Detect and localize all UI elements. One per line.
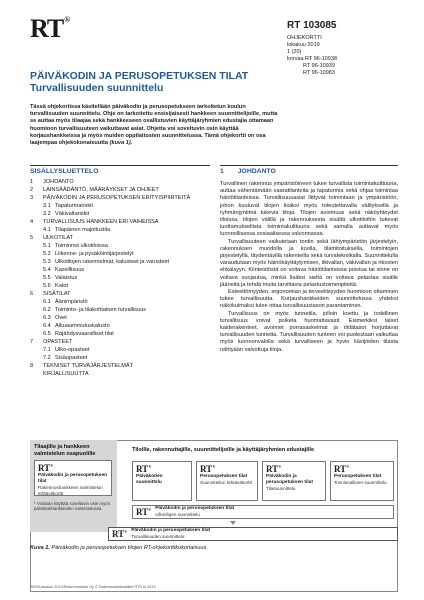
toc-item [30, 202, 210, 210]
figure-card-preparation [34, 460, 112, 496]
toc-item [30, 234, 210, 242]
figure-card-functional-planning [330, 461, 394, 501]
figure-card-daycare [132, 461, 192, 501]
intro-text: Tässä ohjekortissa käsitellään päiväkodin ja perusopetukseen tarkoitetun koulun turvallisuuden suunnittelu. Ohje on tarkoitettu ensisijaisesti hankkeen suunnittelijoille, mutta se auttaa myös tilaajaa sekä hankkeeseen osallistuvien käyttäjäryhmien edustajia ottamaan huomioon turvallisuuteen vaikuttavat asiat. Ohjetta voi soveltuvin osin käyttää korjaushankkeissa ja myös muiden oppilaitosten suunnittelussa. Tämä ohjekortti on osa laajempaa ohjekokonaisuutta (kuva 1). [30, 104, 278, 147]
toc-item [30, 314, 210, 322]
toc-item-number: 7.2 [43, 355, 51, 361]
section1-paragraph: Turvallisuus on myös tunnetila, jolloin koettu ja todellinen turvallisuus voivat poiketa huomattavasti. Esimerkiksi laiset kaiderakenteet, avoimet porrasaskelmat ja ritilätasot horjuttavat turvallisuuden tunnetta. Turvallisuuden tunteen voi puolestaan vaikuttaa myös luonnonvalolla sekä turvalliseen ja hyvin kävijöiden tilasta nähtyään valvottuja tiloja. [220, 310, 398, 353]
toc-item-label: Toiminnot ulkotiloissa [55, 243, 108, 249]
toc-item-label: Ovet [55, 315, 67, 321]
page-footer: SKR/Lokakuu 2019/Rakennustieto Oy © Rakennustietosäätiö RTS sr 2019 [30, 585, 156, 589]
rt-mark-icon: RT® [136, 464, 152, 474]
toc-item-number: 4 [30, 219, 34, 225]
toc-item [30, 218, 210, 226]
toc-item [30, 354, 210, 362]
toc-item [30, 362, 210, 370]
toc-item-label: OPASTEET [43, 339, 73, 345]
toc-item-number: 5.2 [43, 251, 51, 257]
toc-item [30, 242, 210, 250]
figure-card-outdoor [132, 505, 394, 519]
figure-card-safety [108, 527, 398, 541]
card-title: Perusopetuksen tilat [334, 474, 382, 479]
card-metadata [287, 20, 337, 77]
toc-item [30, 322, 210, 330]
rt-mark-icon: RT® [136, 506, 152, 517]
toc-item-number: 6.1 [43, 299, 51, 305]
toc-item-number: 6.3 [43, 315, 51, 321]
toc-item-number: 4.1 [43, 227, 51, 233]
replaces-3: RT 96-10983 [303, 70, 335, 76]
toc-item-number: 3.1 [43, 203, 51, 209]
figure-card-space-planning [262, 461, 326, 501]
table-of-contents [30, 178, 210, 378]
replaces-2: RT 96-10939 [303, 63, 335, 69]
toc-item [30, 282, 210, 290]
card-title: Päiväkodin ja perusopetuksen tilat [155, 506, 235, 512]
toc-item-number: 1 [30, 179, 34, 185]
rt-logo: RT® [30, 14, 70, 43]
intro-figure-ref: (kuva 1). [109, 140, 133, 147]
toc-item-number: 5.6 [43, 283, 51, 289]
card-subtitle: Turvallisuuden suunnittelu [131, 534, 185, 540]
rt-mark-icon: RT® [112, 528, 128, 539]
toc-item [30, 370, 210, 378]
toc-item-number: 3 [30, 195, 34, 201]
toc-item [30, 346, 210, 354]
toc-item [30, 186, 210, 194]
section1-paragraph: Turvallisuuteen vaikutetaan tontin sekä lähiympäristön järjestelyin, rakennuksen muodolla ja koolla, tilamitoituksella, toimintojen järjestelyllä, täydentävillä rakenteilla sekä turvatekniikalla. Suunnittelulla varaudutaan myös häiriökäyttäytymisen, ilkivallan, väkivallan ja rikosten ehkäisyyn. Kiinteistöstä on voitava häiriötilanteissa poistua tai sinne on voitava suojautua, minkä lisäksi sieltä on voitava pelastaa sisälle jääneitä ja tehdä muita tarvittavia pelastustoimenpiteitä. [220, 238, 398, 288]
toc-item-label: Liikenne- ja pysäköintijärjestelyt [55, 251, 134, 257]
toc-rule [30, 165, 210, 166]
toc-item [30, 266, 210, 274]
toc-item [30, 330, 210, 338]
toc-item-label: Äänimpäristö [55, 299, 88, 305]
toc-item [30, 226, 210, 234]
rt-mark-icon: RT® [200, 464, 216, 474]
toc-item-number: 5.4 [43, 267, 51, 273]
toc-item-label: SISÄTILAT [43, 291, 71, 297]
card-subtitle: Suunnittelun tehtäväkortti [200, 480, 252, 485]
toc-item [30, 178, 210, 186]
doc-type: OHJEKORTTI [287, 35, 322, 41]
card-code: RT 103085 [287, 20, 337, 31]
toc-item-number: 6.4 [43, 323, 51, 329]
figure-note: * Voidaan käyttää soveltuvin osin myös päiväkotihankkeiden valmistelussa. [34, 501, 110, 512]
toc-item-label: Katot [55, 283, 69, 289]
toc-item-number: 7.1 [43, 347, 51, 353]
rt-mark-icon: RT® [266, 464, 282, 474]
toc-item [30, 298, 210, 306]
toc-item [30, 210, 210, 218]
page-subtitle: Turvallisuuden suunnittelu [30, 82, 164, 94]
toc-item-number: 5.5 [43, 275, 51, 281]
section1-paragraph: Turvallinen rakennus ympäristöineen tukee turvallista toimintakulttuuria, auttaa vähentämään vaaratilanteita ja tapaturmia sekä ohjaa toimintaa häiriötilanteissa. Turvallisuusasiat liittyvät toimintaan ja ympäristöön, johon kuuluvat tilojen lisäksi myös toteutettavalla välityksellä ja ryhmänjyntimä tukevia tiloja. Tilojen avoimuus sekä näköyhteydet tiloissa, tilojen välillä ja rakennuksesta sisältä ulkotiloihin tukevat luottamuksellista toimintakulttuuria sekä samalla auttavat myös luonnollisessa sosiaalisessa valvonnassa. [220, 181, 398, 238]
card-subtitle: Rakennushankkeen valmistelun tehtäväkortti [38, 485, 103, 496]
toc-item-label: JOHDANTO [43, 179, 74, 185]
toc-item-label: TEKNISET TURVAJÄRJESTELMÄT [43, 363, 134, 369]
toc-item [30, 306, 210, 314]
card-title: Päiväkodin ja perusopetuksen tilat [266, 474, 313, 485]
toc-item-label: TURVALLISUUS HANKKEEN ERI VAIHEISSA [43, 219, 159, 225]
toc-item [30, 250, 210, 258]
toc-item-number: 8 [30, 363, 34, 369]
toc-item-label: ULKOTILAT [43, 235, 74, 241]
toc-item [30, 290, 210, 298]
toc-item-label: KIRJALLISUUTTA [43, 371, 89, 377]
toc-item-label: Räjähdysvaaralliset tilat [55, 331, 114, 337]
card-title: Päiväkotien suunnittelu [136, 474, 163, 485]
toc-item-number: 7 [30, 339, 34, 345]
toc-item-label: Toiminto- ja tilakohtainen turvallisuus [55, 307, 147, 313]
card-subtitle: Ulkotilojen suunnittelu [155, 512, 200, 518]
card-title: Päiväkodin ja perusopetuksen tilat [131, 528, 211, 534]
page-title: PÄIVÄKODIN JA PERUSOPETUKSEN TILAT [30, 70, 249, 82]
toc-heading: SISÄLLYSLUETTELO [30, 168, 99, 175]
toc-item [30, 258, 210, 266]
toc-item-number: 5 [30, 235, 34, 241]
figure-caption: Kuva 1. Päiväkodin ja perusopetuksen tilojen RT-ohjekorttikokonaisuus. [30, 545, 208, 551]
toc-item-label: LAINSÄÄDÄNTÖ, MÄÄRÄYKSET JA OHJEET [43, 187, 159, 193]
toc-item-label: PÄIVÄKODIN JA PERUSOPETUKSEN ERITYISPIIRTEITÄ [43, 195, 191, 201]
rt-mark-icon: RT® [38, 463, 54, 473]
toc-item-label: Kasvillisuus [55, 267, 85, 273]
toc-item-number [30, 370, 43, 378]
toc-item-number: 3.2 [43, 211, 51, 217]
toc-item-label: Alkuaammutuskalusto [55, 323, 110, 329]
toc-item [30, 338, 210, 346]
toc-item-number: 6 [30, 291, 34, 297]
rt-mark-icon: RT® [334, 464, 350, 474]
toc-item-label: Ulkotilojen rakennelmat, kalusteet ja varusteet [55, 259, 170, 265]
card-title: Perusopetuksen tilat [200, 474, 248, 479]
toc-item-label: Valaistus [55, 275, 78, 281]
card-subtitle: Toiminnallinen suunnittelu [334, 480, 387, 485]
toc-item-number: 6.5 [43, 331, 51, 337]
toc-item-label: Väkivaltariskit [55, 211, 90, 217]
figure-card-basic-education [196, 461, 258, 501]
toc-item-number: 5.1 [43, 243, 51, 249]
section1-body [220, 181, 398, 354]
toc-item [30, 194, 210, 202]
card-title: Päiväkodin ja perusopetuksen tilat [38, 473, 108, 484]
doc-date: lokakuu 2019 [287, 42, 320, 48]
arrow-down-icon [230, 521, 236, 525]
doc-edition: 1 (20) [287, 49, 302, 55]
toc-item-label: Ulko-opasteet [55, 347, 90, 353]
replaces-1: korvaa RT 96-10938 [287, 56, 337, 62]
section1-paragraph: Esteettömyyden, ergonomian ja terveellisyyden huomioon ottaminen tukee turvallisuutta. Korjaushankkeiden suunnittelussa yhdeksi näkökulmaksi tulee ottaa turvallisuustason parantaminen. [220, 289, 398, 310]
section1-rule [220, 165, 398, 166]
card-subtitle: Tilasuunnittelu [266, 486, 296, 491]
toc-item-label: Tapaturmariskit [55, 203, 93, 209]
toc-item-label: Tilapäinen majoitustila [55, 227, 111, 233]
toc-item-number: 5.3 [43, 259, 51, 265]
toc-item [30, 274, 210, 282]
figure-left-heading: Tilaajille ja hankkeen valmistelun osapuolille [34, 444, 96, 457]
toc-item-label: Sisäopasteet [55, 355, 88, 361]
toc-item-number: 6.2 [43, 307, 51, 313]
figure-right-heading: Tiloille, rakennuttajille, suunnittelijoille ja käyttäjäryhmien edustajille [132, 447, 315, 453]
toc-item-number: 2 [30, 187, 34, 193]
section1-heading: 1 JOHDANTO [220, 168, 276, 175]
